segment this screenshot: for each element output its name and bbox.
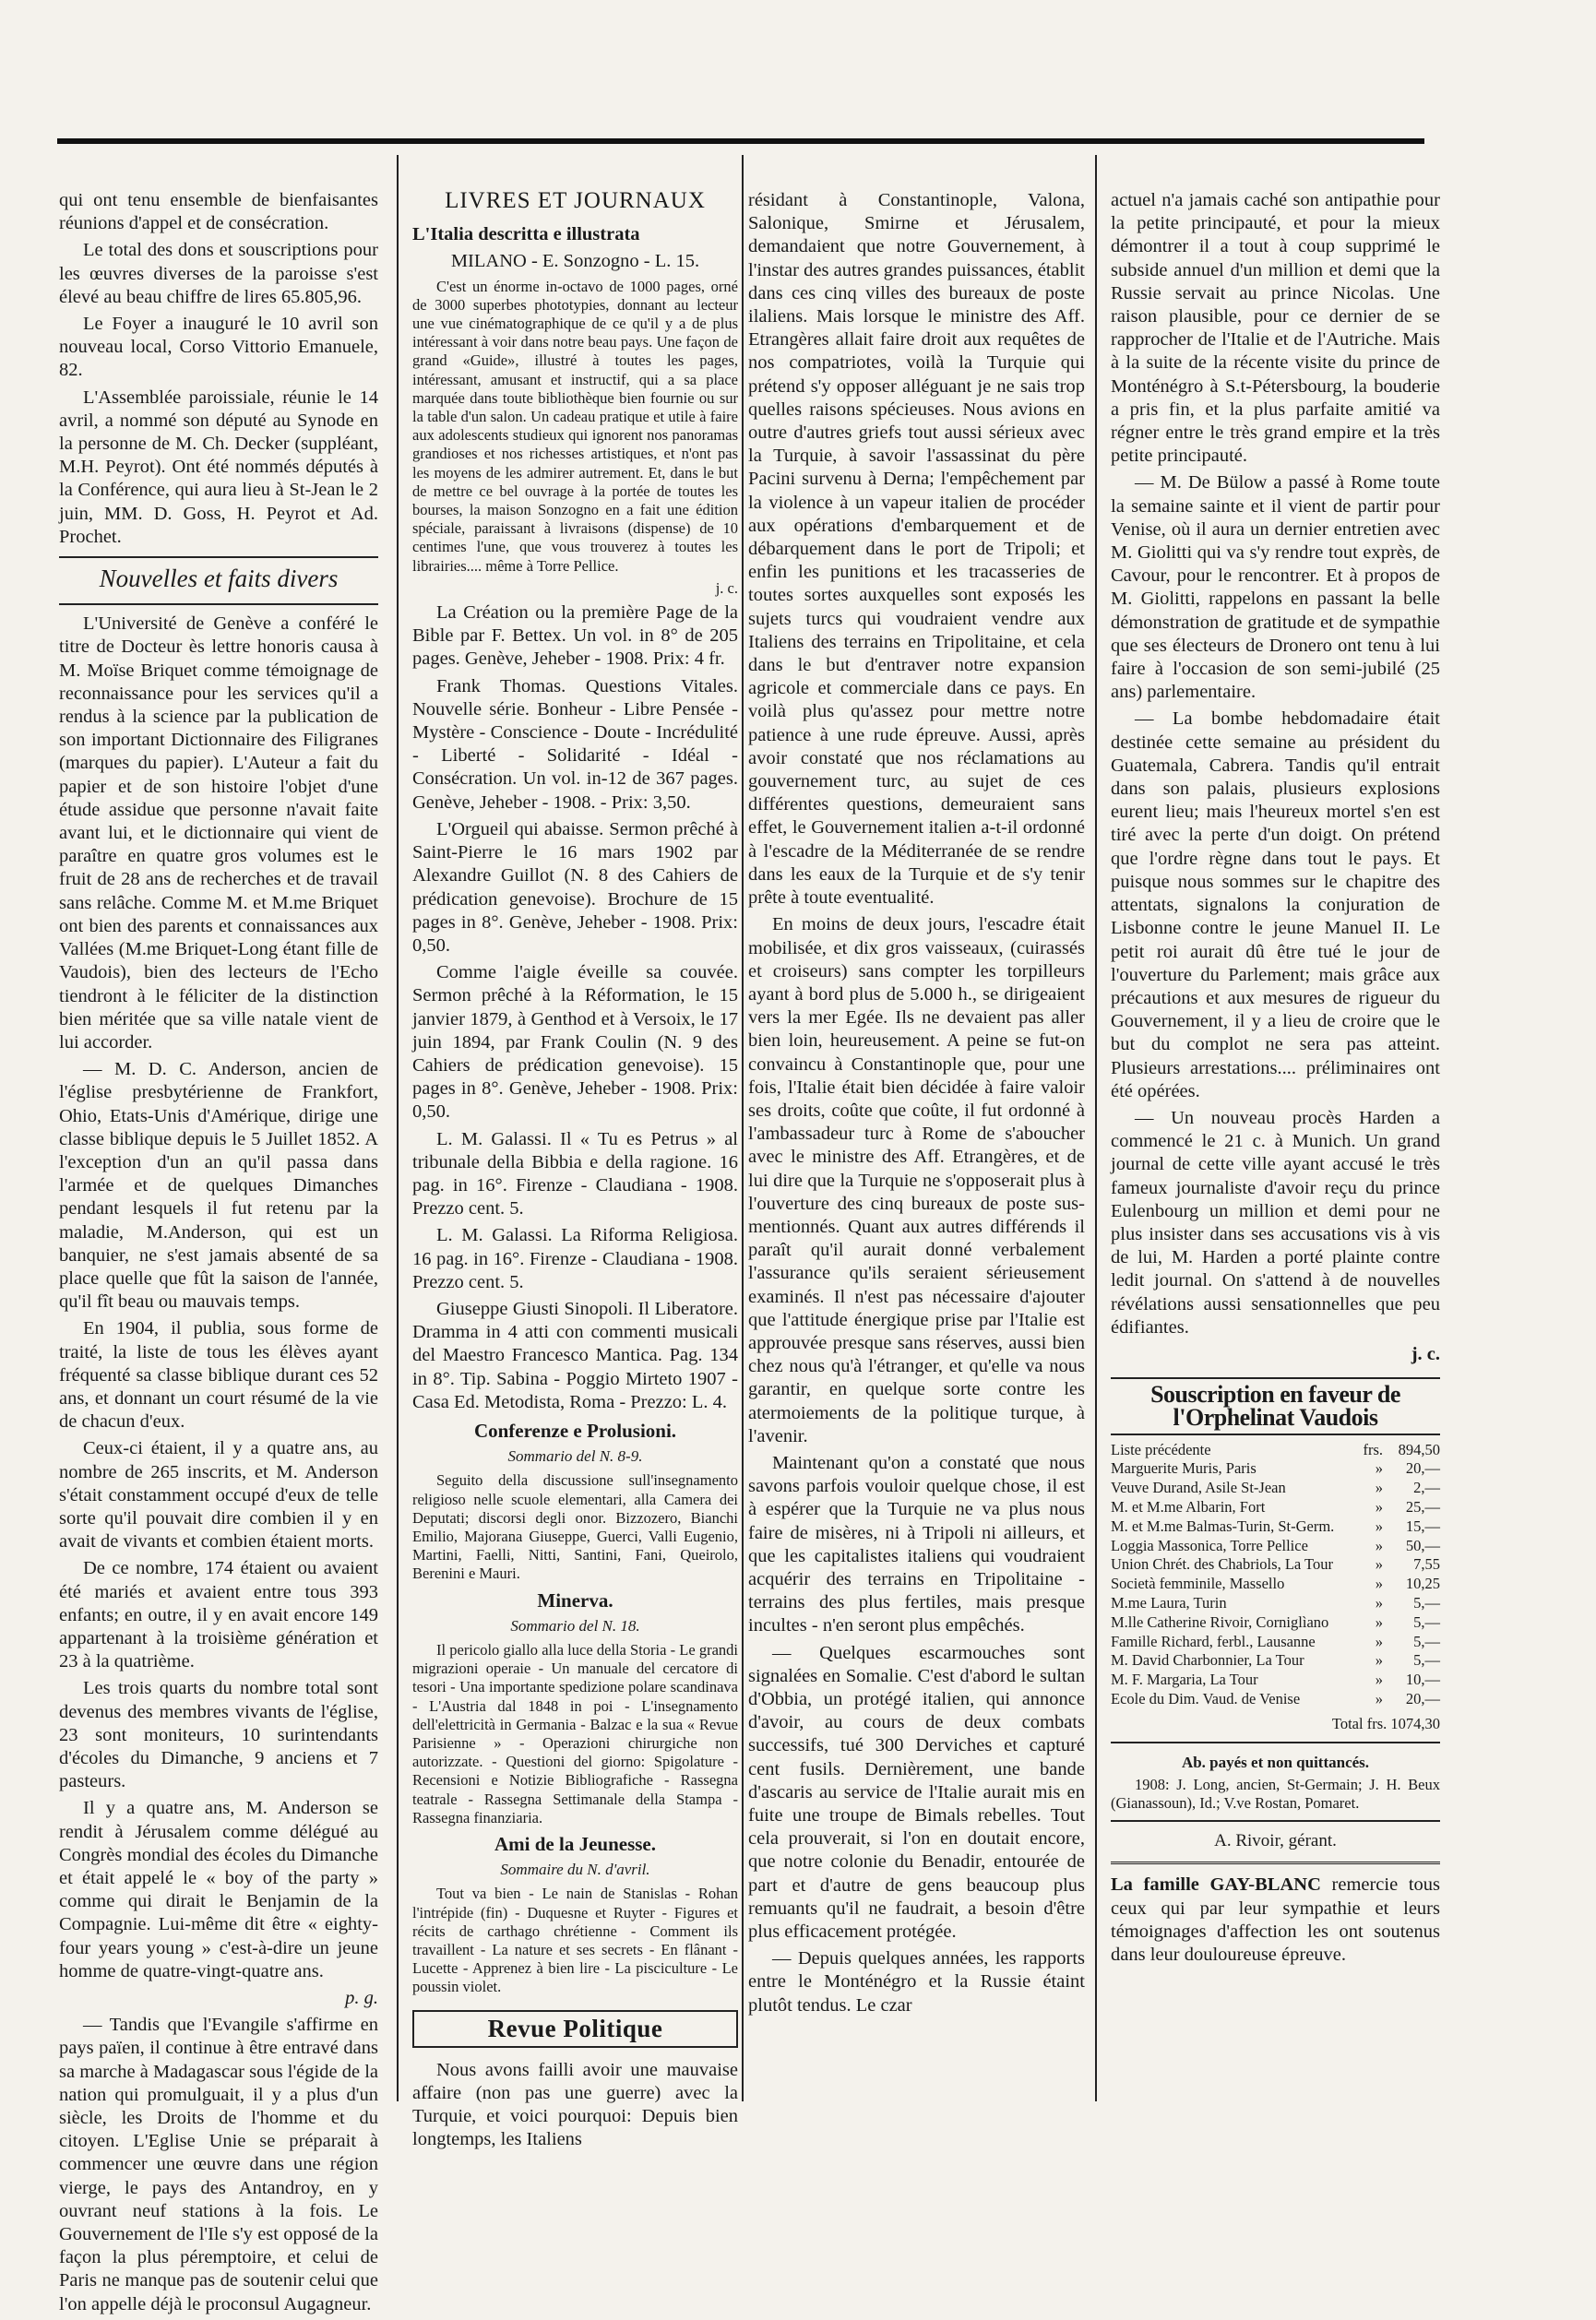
list-item: M. David Charbonnier, La Tour » 5,— [1111, 1651, 1440, 1670]
list-item: Ecole du Dim. Vaud. de Venise » 20,— [1111, 1689, 1440, 1707]
paragraph: En moins de deux jours, l'escadre était mobilisée, et dix gros vaisseaux, (cuirassés et croiseurs) sans compter les torpilleurs ayant à bord plus de 5.000 h., se dirigeaient vers la mer Egée. Ils ne devaient pas aller bien loin, heureusement. A peine se fut-on convaincu à Constantinople que, pour une fois, l'Italie était bien décidée à faire valoir ses droits, coûte que coûte, il fut ordonné à l'ambassadeur turc à Rome de s'aboucher avec le ministre des Aff. Etrangères, et de lui dire que la Turquie ne s'opposerait plus à l'ouverture des cinq bureaux de poste sus-mentionnés. Quant aux autres différends il paraît qu'il aurait donné verbalement l'assurance qu'ils seraient sérieusement examinés. Il n'est pas nécessaire d'ajouter que l'attitude énergique prise par l'Italie est approuvée presque sans réserves, aussi bien chez nous qu'à l'étranger, et qu'elle va nous garantir, en quelque sorte contre les atermoiements de la politique turque, à l'avenir. [748, 914, 1085, 1446]
book-entry: L'Orgueil qui abaisse. Sermon prêché à Saint-Pierre le 16 mars 1902 par Alexandre Guillot (N. 8 des Cahiers de prédication genevoise). Brochure de 15 pages in 8°. Genève, Jeheber - 1908. Prix: 0,50. [412, 818, 738, 956]
paragraph: Le total des dons et souscriptions pour les œuvres diverses de la paroisse s'est élevé au beau chiffre de lires 65.805,96. [59, 240, 378, 307]
paragraph: — Tandis que l'Evangile s'affirme en pays païen, il continue à être entravé dans sa marche à Madagascar sous l'égide de la nation qui promulguait, il y a plus d'un siècle, les Droits de l'homme et du citoyen. L'Eglise Unie se préparait à commencer une œuvre dans une région vierge, le pays des Antandroy, en y ouvrant neuf stations à la fois. Le Gouvernement de l'Ile s'y est opposé de la façon la plus péremptoire, et celui de Paris ne manque pas de soutenir celui que l'on appelle déjà le proconsul Augagneur. [59, 2015, 378, 2314]
book-description: C'est un énorme in-octavo de 1000 pages, orné de 3000 superbes phototypies, donnant au lecteur une vue cinématographique de ce qu'il y a de plus intéressant à voir dans notre beau pays. Une façon de grand «Guide», illustré à toutes les pages, intéressant, amusant et instructif, qui a sa place marquée dans toute bibliothèque bien fournie ou sur la table d'un salon. Un cadeau pratique et utile à faire aux adolescents studieux qui ignorent nos panoramas grandioses et nos richesses artistiques, et n'ont pas les moyens de les admirer autrement. Et, dans le but de mettre ce bel ouvrage à la portée de toutes les bourses, la maison Sonzogno en a fait une édition spéciale, paraissant à livraisons (dispense) de 10 centimes l'une, que vous trouverez à toutes les librairies.... même à Torre Pellice. [412, 277, 738, 575]
book-entry: Frank Thomas. Questions Vitales. Nouvelle série. Bonheur - Libre Pensée - Mystère - Conscience - Doute - Incrédulité - Liberté - Solidarité - Idéal - Consécration. Un vol. in-12 de 367 pages. Genève, Jeheber - 1908. - Prix: 3,50. [412, 675, 738, 813]
paragraph: — M. D. C. Anderson, ancien de l'église presbytérienne de Frankfort, Ohio, Etats-Unis d'Amérique, dirige une classe biblique depuis le 5 Juillet 1852. A l'exception d'un an qu'il passa dans l'armée et de quelques Dimanches pendant lesquels il fut retenu par la maladie, M.Anderson, qui est un banquier, ne s'est jamais absenté de sa place quelle que fût la saison de l'année, qu'il fît beau ou mauvais temps. [59, 1059, 378, 1313]
review-contents: Seguito della discussione sull'insegnamento religioso nelle scuole elementari, alla Camera dei Deputati; discorsi degli onor. Bizzozero, Bianchi Emilio, Majorana Giuseppe, Guerci, Valli Eugenio, Martini, Faelli, Nitti, Santini, Fani, Queirolo, Berenini e Mauri. [412, 1471, 738, 1583]
paragraph: actuel n'a jamais caché son antipathie pour la petite principauté, et pour la mieux démontrer il a tout à coup supprimé le subside annuel d'un million et demi que la Russie servait au prince Nicolas. Une raison plausible, pour ce dernier de se rapprocher de l'Italie et de l'Autriche. Mais à la suite de la récente visite du prince de Monténégro à S.t-Pétersbourg, la bouderie a pris fin, et la plus parfaite amitié va régner entre le très grand empire et la très petite principauté. [1111, 190, 1440, 467]
list-item: M. et M.me Albarin, Fort » 25,— [1111, 1497, 1440, 1516]
subscription-list [1111, 1441, 1440, 1709]
book-publisher: MILANO - E. Sonzogno - L. 15. [450, 251, 700, 272]
paragraph: L'Assemblée paroissiale, réunie le 14 avril, a nommé son député au Synode en la personne de M. Ch. Decker (suppléant, M.H. Peyrot). Ont été nommés députés à la Conférence, qui aura lieu à St-Jean le 2 juin, MM. D. Goss, H. Peyrot et Ad. Prochet. [59, 387, 378, 547]
book-entry: Giuseppe Giusti Sinopoli. Il Liberatore. Dramma in 4 atti con commenti musicali del Maestro Francesco Mantica. Pag. 134 in 8°. Tip. Sabina - Poggio Mirteto 1907 - Casa Ed. Metodista, Roma - Prezzo: L. 4. [412, 1298, 738, 1412]
list-item: M.me Laura, Turin » 5,— [1111, 1593, 1440, 1612]
list-item: Marguerite Muris, Paris » 20,— [1111, 1459, 1440, 1478]
list-item: M.lle Catherine Rivoir, Corniglìano » 5,— [1111, 1612, 1440, 1631]
divider [59, 603, 378, 605]
family-notice-text: remercie tous ceux qui par leur sympathie et leurs témoignages d'affection les ont soutenus dans leur douloureuse épreuve. [1111, 1874, 1440, 1965]
review-summary-label: Sommaire du N. d'avril. [500, 1861, 650, 1879]
review-title: Ami de la Jeunesse. [494, 1833, 656, 1856]
subscription-title: Souscription en faveur de l'Orphelinat Vaudois [1111, 1377, 1440, 1434]
column-divider-2 [742, 155, 744, 2101]
paragraph: Il y a quatre ans, M. Anderson se rendit à Jérusalem comme délégué au Congrès mondial des écoles du Dimanche et était appelé le « boy of the party » comme qui dirait le Benjamin de la Compagnie. Lui-même dit être « eighty-four years young » c'est-à-dire un jeune homme de quatre-vingt-quatre ans. [59, 1798, 378, 1981]
column-divider-3 [1095, 155, 1097, 2101]
paragraph: En 1904, il publia, sous forme de traité, la liste de tous les élèves ayant fréquenté sa classe biblique durant ces 52 ans, et donnant un court résumé de la vie de chacun d'eux. [59, 1318, 378, 1433]
review-contents: Il pericolo giallo alla luce della Storia - Le grandi migrazioni operaie - Un manuale del cercatore di tesori - Una importante spedizione polare scandinava - L'Austria dal 1848 in poi - L'insegnamento dell'elettricità in Germania - Balzac e la sua « Revue Parisienne » - Operazioni chirurgiche non autorizzate. - Questioni del giorno: Spigolature - Recensioni e Notizie Bibliografiche - Rassegna teatrale - Rassegna Settimanale della Stampa - Rassegna finanziaria. [412, 1641, 738, 1826]
list-item: M. F. Margaria, La Tour » 10,— [1111, 1671, 1440, 1689]
column-divider-1 [397, 155, 399, 2101]
column-4 [1111, 189, 1440, 1970]
subscriptions-paid-title: Ab. payés et non quittancés. [1181, 1753, 1370, 1771]
list-item: Union Chrét. des Chabriols, La Tour » 7,55 [1111, 1555, 1440, 1574]
section-title-livres: LIVRES ET JOURNAUX [445, 188, 706, 213]
column-3 [748, 189, 1085, 2021]
top-rule [57, 138, 1424, 144]
signature: j. c. [715, 578, 738, 597]
column-1 [59, 189, 378, 2320]
subscription-total: Total frs. 1074,30 [1331, 1714, 1440, 1732]
list-item: Liste précédente frs. 894,50 [1111, 1440, 1440, 1458]
book-entry: L. M. Galassi. La Riforma Religiosa. 16 pag. in 16°. Firenze - Claudiana - 1908. Prezzo cent. 5. [412, 1225, 738, 1292]
list-item: Veuve Durand, Asile St-Jean » 2,— [1111, 1479, 1440, 1497]
family-notice-title: La famille GAY-BLANC [1111, 1874, 1321, 1896]
paragraph: Maintenant qu'on a constaté que nous savons parfois vouloir quelque chose, il est à espérer que la Turquie ne va plus nous faire de misères, ni à Tripoli ni ailleurs, et que les capitalistes italiens qui voudraient acquérir des terrains en Tripolitaine - terrains des plus fertiles, mais presque incultes - n'en seront plus empêchés. [748, 1452, 1085, 1636]
divider [1111, 1820, 1440, 1822]
paragraph: De ce nombre, 174 étaient ou avaient été mariés et avaient entre tous 393 enfants; en outre, il y en avait encore 149 appartenant à la troisième génération et 23 à la quatrième. [59, 1558, 378, 1672]
review-title: Minerva. [537, 1588, 613, 1612]
list-item: Loggia Massonica, Torre Pellice » 50,— [1111, 1536, 1440, 1554]
book-entry: La Création ou la première Page de la Bible par F. Bettex. Un vol. in 8° de 205 pages. Genève, Jeheber - 1908. Prix: 4 fr. [412, 602, 738, 670]
divider [1111, 1862, 1440, 1864]
paragraph: Ceux-ci étaient, il y a quatre ans, au nombre de 265 inscrits, et M. Anderson s'était constamment occupé d'eux de telle sorte qu'il pouvait dire combien il y en avait de vivants et combien étaient morts. [59, 1438, 378, 1553]
paragraph: — La bombe hebdomadaire était destinée cette semaine au président du Guatemala, Cabrera. Tandis qu'il entrait dans son palais, plusieurs explosions eurent lieu; mais l'heureux mortel s'en est tiré avec la perte d'un doigt. On prétend que l'ordre règne dans tout le pays. Et puisque nous sommes sur le chapitre des attentats, signalons la conjuration de Lisbonne contre le jeune Manuel II. Le petit roi aurait dû être tué le jour de l'ouverture du Parlement; mais grâce aux précautions et aux mesures de rigueur du Gouvernement, il y a lieu de croire que le but du complot ne sera pas atteint. Plusieurs arrestations.... préliminaires ont été opérées. [1111, 708, 1440, 1101]
list-item: Società femminile, Massello » 10,25 [1111, 1575, 1440, 1593]
book-title: L'Italia descritta e illustrata [412, 224, 640, 245]
book-entry: Comme l'aigle éveille sa couvée. Sermon prêché à la Réformation, le 15 janvier 1879, à Genthod et à Versoix, le 17 juin 1894, par Frank Coulin (N. 9 des Cahiers de prédication genevoise). 15 pages in 8°. Genève, Jeheber - 1908. Prix: 0,50. [412, 962, 738, 1123]
review-summary-label: Sommario del N. 18. [510, 1616, 640, 1635]
column-2 [412, 189, 738, 2156]
review-summary-label: Sommario del N. 8-9. [507, 1447, 643, 1466]
divider [59, 556, 378, 558]
book-entry: L. M. Galassi. Il « Tu es Petrus » al tribunale della Bibbia e della ragione. 16 pag. in 16°. Firenze - Claudiana - 1908. Prezzo cent. 5. [412, 1128, 738, 1219]
gerant-line: A. Rivoir, gérant. [1214, 1831, 1337, 1851]
paragraph: Nous avons failli avoir une mauvaise affaire (non pas une guerre) avec la Turquie, et voici pourquoi: Depuis bien longtemps, les Italiens [412, 2059, 738, 2150]
list-item: Famille Richard, ferbl., Lausanne » 5,— [1111, 1632, 1440, 1650]
paragraph: — Un nouveau procès Harden a commencé le 21 c. à Munich. Un grand journal de cette ville ayant accusé le très fameux journaliste d'avoir reçu du prince Eulenbourg un million et demi pour ne plus insister dans ses accusations vis à vis de lui, M. Harden a porté plainte contre ledit journal. On s'attend à de nouvelles révélations aussi sensationnelles que peu édifiantes. [1111, 1107, 1440, 1338]
review-contents: Tout va bien - Le nain de Stanislas - Rohan l'intrépide (fin) - Duquesne et Ruyter - Figures et récits de carthago chrétienne - Comment ils travaillent - La nature et ses secrets - En flânant - Lucette - Apprenez à bien lire - La pisciculture - Le poussin violet. [412, 1885, 738, 1996]
paragraph: Le Foyer a inauguré le 10 avril son nouveau local, Corso Vittorio Emanuele, 82. [59, 314, 378, 381]
divider [1111, 1742, 1440, 1743]
signature: j. c. [1411, 1343, 1440, 1364]
paragraph: résidant à Constantinople, Valona, Salonique, Smirne et Jérusalem, demandaient que notre Gouvernement, à l'instar des autres grandes puissances, établit dans ces cinq villes des bureaux de poste ilaliens. Mais lorsque le ministre des Aff. Etrangères allait faire droit aux requêtes de nos compatriotes, voilà la Turquie qui prétend s'y opposer alléguant je ne sais trop quelles raisons spécieuses. Nous avions en outre d'autres griefs tout aussi sérieux avec la Turquie, à savoir l'assassinat du père Pacini survenu à Derna; l'empêchement par la violence à un vapeur italien de procéder aux opérations d'embarquement et de débarquement dans le port de Tripoli; et enfin les punitions et les tracasseries de toutes sortes auxquelles sont exposés les sujets turcs qui voudraient vendre aux Italiens des terrains en Tripolitaine, et cela dans le but d'entraver notre expansion agricole et commerciale dans ce pays. En voilà plus qu'assez pour mettre notre patience à une rude épreuve. Aussi, après avoir constaté que nos réclamations au gouvernement turc, au sujet de ces différentes questions, demeuraient sans effet, le Gouvernement italien a-t-il ordonné à l'escadre de la Méditerranée de se rendre dans les eaux de la Turquie et de s'y tenir prête à toute eventualité. [748, 190, 1085, 909]
review-title: Conferenze e Prolusioni. [473, 1419, 677, 1442]
paragraph: L'Université de Genève a conféré le titre de Docteur ès lettre honoris causa à M. Moïse Briquet comme témoignage de reconnaissance pour les services qu'il a rendus à la science par la publication de son important Dictionnaire des Filigranes (marques du papier). L'Auteur a fait du papier et de son histoire l'objet d'une étude assidue que personne n'avait faite avant lui, et le dictionnaire qui vient de paraître en quatre gros volumes est le fruit de 28 ans de recherches et de travail sans relâche. Comme M. et M.me Briquet ont bien des parents et connaissances aux Vallées (M.me Briquet-Long étant fille de Vaudois), bien des lecteurs de l'Echo tiendront à le féliciter de la distinction bien méritée que sa ville natale vient de lui accorder. [59, 613, 378, 1053]
section-title-nouvelles: Nouvelles et faits divers [99, 565, 339, 593]
paragraph: qui ont tenu ensemble de bienfaisantes réunions d'appel et de consécration. [59, 190, 378, 234]
signature: p. g. [345, 1988, 378, 2009]
list-item: M. et M.me Balmas-Turin, St-Germ. » 15,— [1111, 1517, 1440, 1535]
paragraph: — Depuis quelques années, les rapports entre le Monténégro et la Russie étaint plutôt tendus. Le czar [748, 1948, 1085, 2016]
paragraph: — M. De Bülow a passé à Rome toute la semaine sainte et il vient de partir pour Venise, où il aura un dernier entretien avec M. Giolitti qui va s'y rendre tout exprès, de Cavour, pour le rencontrer. Et à propos de M. Giolitti, rappelons en passant la belle démonstration de gratitude et de sympathie que ses électeurs de Dronero ont tenu à lui faire à l'occasion de son semi-jubilé (25 ans) parlementaire. [1111, 472, 1440, 703]
subscriptions-paid-text: 1908: J. Long, ancien, St-Germain; J. H. Beux (Gianassoun), Id.; V.ve Rostan, Pomaret. [1111, 1775, 1440, 1812]
paragraph: Les trois quarts du nombre total sont devenus des membres vivants de l'église, 23 sont moniteurs, 10 surintendants d'écoles du Dimanche, 9 anciens et 7 pasteurs. [59, 1678, 378, 1792]
paragraph: — Quelques escarmouches sont signalées en Somalie. C'est d'abord le sultan d'Obbia, un protégé italien, qui annonce d'avoir, au cours de deux combats successifs, tué 300 Derviches et capturé cent fusils. Dernièrement, une bande d'ascaris au service de l'Italie aurait mis en fuite une troupe de Bimals rebelles. Tout cela prouverait, si l'on en doutait encore, que notre colonie du Benadir, entourée de part et d'autre de gens beaucoup plus remuants qu'il ne faudrait, a besoin d'être plus efficacement protégée. [748, 1642, 1085, 1943]
section-title-revue-politique: Revue Politique [412, 2010, 738, 2048]
